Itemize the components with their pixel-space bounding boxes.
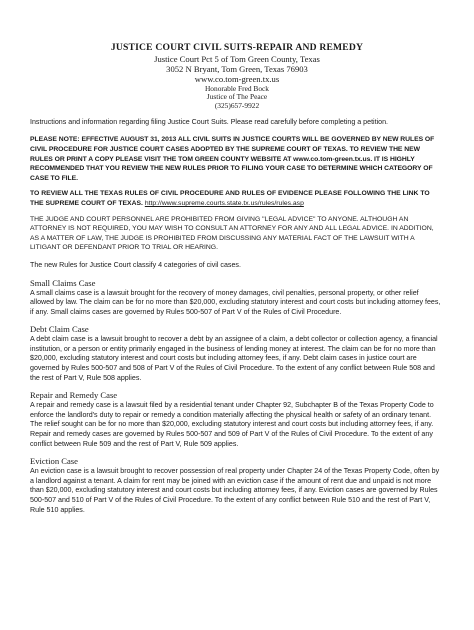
section-text: An eviction case is a lawsuit brought to recover possession of real property under Chapter 24 of the Texas Property Code, often by a landlord against a tenant. A claim for rent may be joined with an eviction case if the amount of rent due and unpaid is not more than $20,000, excluding statutory interest and court costs but including attorney fees, if any. Eviction cases are governed by Rules 500-507 and 510 of Part V of the Rules of Civil Procedure. To the extent of any conflict between Rule 510 and the rest of Part V, Rule 510 applies.	[30, 467, 440, 514]
judge-name: Honorable Fred Bock	[204, 83, 270, 93]
document-header	[30, 42, 444, 110]
section-text: A repair and remedy case is a lawsuit filed by a residential tenant under Chapter 92, Subchapter B of the Texas Property Code to enforce the landlord's duty to repair or remedy a condition materially affecting the physical health or safety of an ordinary tenant. The relief sought can be for no more than $20,000, excluding statutory interest and court costs but including attorney fees, if any. Repair and remedy cases are governed by Rules 500-507 and 509 of Part V of the Rules of Civil Procedure. To the extent of any conflict between Rule 509 and the rest of Part V, Rule 509 applies.	[30, 401, 434, 448]
please-note-text: PLEASE NOTE: EFFECTIVE AUGUST 31, 2013 ALL CIVIL SUITS IN JUSTICE COURTS WILL BE GOVERNED BY NEW RULES OF CIVIL PROCEDURE FOR JUSTICE COURT CASES ADOPTED BY THE SUPREME COURT OF TEXAS. TO REVIEW THE NEW RULES OR PRINT A COPY PLEASE VISIT THE TOM GREEN COUNTY WEBSITE AT www.co.tom-green.tx.us. IT IS HIGHLY RECOMMENDED THAT YOU REVIEW THE NEW RULES PRIOR TO FILING YOUR CASE TO DETERMINE WHICH CATEGORY OF CASE TO FILE.	[30, 136, 435, 182]
section-repair-remedy	[30, 390, 444, 449]
legal-advice-notice: THE JUDGE AND COURT PERSONNEL ARE PROHIBITED FROM GIVING "LEGAL ADVICE" TO ANYONE. ALTHOUGH AN ATTORNEY IS NOT REQUIRED, YOU MAY WISH TO CONSULT AN ATTORNEY FOR ANY AND ALL LEGAL ADVICE. IN ADDITION, AS A MATTER OF LAW, THE JUDGE IS PROHIBITED FROM DISCUSSING ANY MATERIAL FACT OF THE LAWSUIT WITH A LITIGANT OR DEFENDANT PRIOR TO TRIAL OR HEARING.	[30, 215, 434, 252]
section-text: A small claims case is a lawsuit brought for the recovery of money damages, civil penalties, personal property, or other relief allowed by law. The claim can be for no more than $20,000, excluding statutory interest and court costs but including attorney fees, if any. Small claims cases are governed by Rules 500-507 of Part V of the Rules of Civil Procedure.	[30, 288, 441, 316]
review-rules-paragraph	[30, 189, 444, 208]
supreme-court-rules-link[interactable]: http://www.supreme.courts.state.tx.us/rules/rules.asp	[144, 199, 304, 207]
section-text: A debt claim case is a lawsuit brought to recover a debt by an assignee of a claim, a debt collector or collection agency, a financial institution, or a person or entity primarily engaged in the business of lending money at interest. The claim can be for no more than $20,000, excluding statutory interest and court costs but including attorney fees, if any. Debt claim cases in justice court are governed by Rules 500-507 and 508 of Part V of the Rules of Civil Procedure. To the extent of any conflict between Rule 508 and the rest of Part V, Rule 508 applies.	[30, 335, 438, 382]
court-name: Justice Court Pct 5 of Tom Green County, Texas	[154, 54, 320, 64]
section-eviction	[30, 456, 444, 515]
court-phone: (325)657-9922	[214, 100, 260, 110]
section-debt-claim	[30, 324, 444, 383]
court-address: 3052 N Bryant, Tom Green, Texas 76903	[166, 64, 308, 75]
court-website: www.co.tom-green.tx.us	[194, 74, 280, 85]
section-heading: Small Claims Case	[30, 277, 96, 288]
intro-text: Instructions and information regarding filing Justice Court Suits. Please read carefully before completing a petition.	[30, 118, 389, 127]
section-heading: Debt Claim Case	[30, 324, 89, 335]
rules-intro-text: The new Rules for Justice Court classify 4 categories of civil cases.	[30, 260, 241, 269]
section-small-claims	[30, 278, 444, 318]
review-rules-text: TO REVIEW ALL THE TEXAS RULES OF CIVIL PROCEDURE AND RULES OF EVIDENCE PLEASE FOLLOWING THE LINK TO THE SUPREME COURT OF TEXAS.	[30, 190, 430, 207]
section-heading: Repair and Remedy Case	[30, 390, 118, 401]
judge-title: Justice of The Peace	[206, 92, 268, 102]
section-heading: Eviction Case	[30, 456, 78, 467]
document-title: JUSTICE COURT CIVIL SUITS-REPAIR AND REMEDY	[110, 42, 364, 53]
